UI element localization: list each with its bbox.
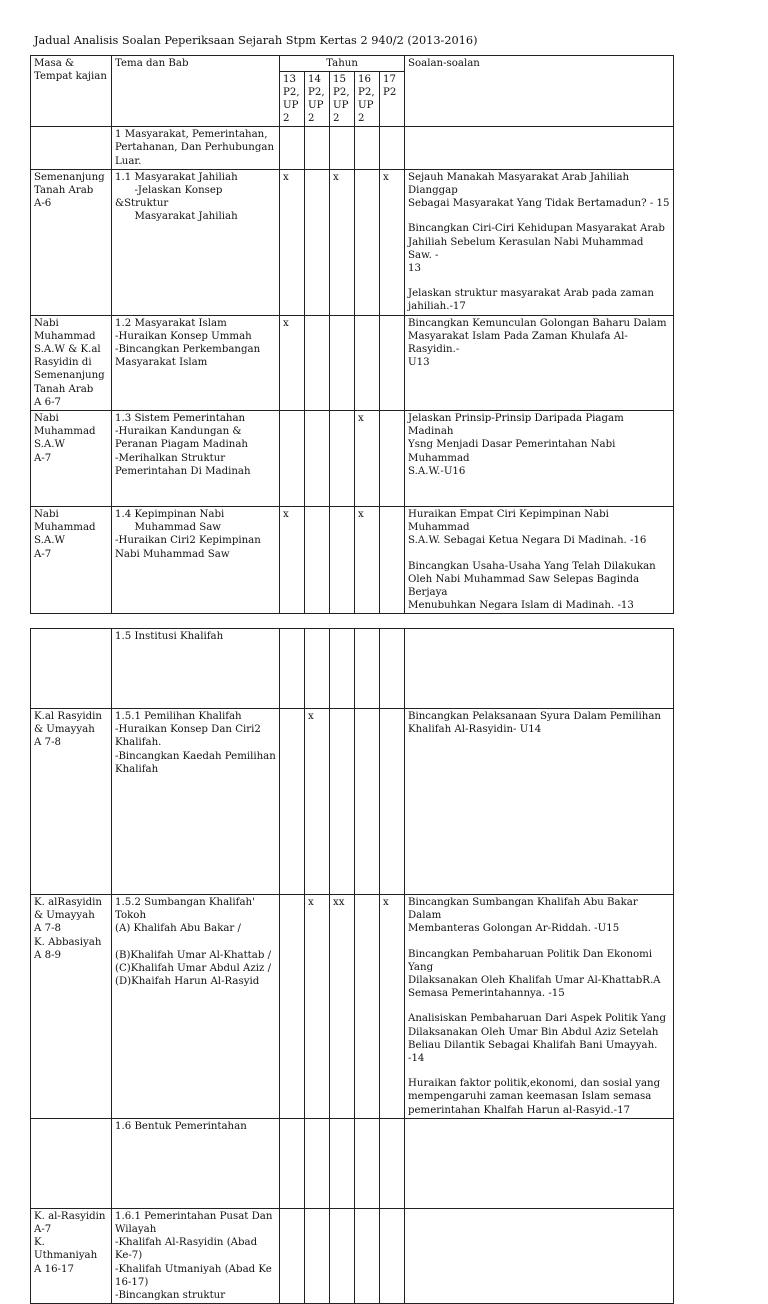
year-mark-cell — [330, 127, 355, 170]
tema-line: -Huraikan Kandungan & — [115, 426, 242, 438]
masa-line: A-7 — [34, 452, 52, 464]
soalan-question — [408, 710, 670, 736]
soalan-line: Masyarakat Islam Pada Zaman Khulafa Al-Rasyidin.- — [408, 330, 628, 356]
header-masa: Masa & Tempat kajian — [31, 56, 112, 127]
tema-cell — [112, 127, 280, 170]
soalan-question — [408, 1012, 670, 1065]
masa-cell — [31, 169, 112, 315]
tema-line: 16-17) — [115, 1276, 149, 1288]
masa-line: Tanah Arab — [34, 185, 94, 197]
year-mark-cell: x — [330, 169, 355, 315]
year-mark-cell — [380, 1118, 405, 1208]
year-mark-cell — [380, 127, 405, 170]
masa-cell — [31, 411, 112, 507]
tema-line: Luar. — [115, 155, 142, 167]
year-mark-cell: x — [305, 709, 330, 895]
masa-line: Semenanjung — [34, 370, 105, 382]
tema-cell — [112, 895, 280, 1119]
year-mark-cell — [305, 169, 330, 315]
tema-line: -Khalifah Utmaniyah (Abad Ke — [115, 1263, 272, 1275]
masa-line: A 7-8 — [34, 737, 62, 749]
table-row — [31, 1118, 674, 1208]
table-row — [31, 629, 674, 709]
masa-line: K.al Rasyidin — [34, 711, 102, 722]
year-mark-cell: xx — [330, 895, 355, 1119]
table-row — [31, 895, 674, 1119]
masa-cell — [31, 629, 112, 709]
soalan-line: Bincangkan Ciri-Ciri Kehidupan Masyarakat Arab — [408, 223, 665, 235]
tema-line: 1.2 Masyarakat Islam — [115, 317, 227, 329]
year-14: 14 P2, UP 2 — [305, 72, 330, 127]
tema-cell — [112, 315, 280, 410]
year-17: 17 P2 — [380, 72, 405, 127]
tema-line: -Jelaskan Konsep &Struktur — [115, 185, 226, 210]
soalan-cell — [405, 1118, 674, 1208]
year-mark-cell — [280, 709, 305, 895]
tema-cell — [112, 709, 280, 895]
year-mark-cell — [280, 411, 305, 507]
year-mark-cell — [330, 709, 355, 895]
year-mark-cell — [280, 895, 305, 1119]
soalan-cell — [405, 127, 674, 170]
tema-line: Tokoh — [115, 910, 147, 922]
header-tahun: Tahun — [280, 56, 405, 72]
tema-line: Peranan Piagam Madinah — [115, 439, 248, 451]
year-mark-cell — [355, 127, 380, 170]
soalan-question — [408, 1077, 670, 1117]
soalan-line: Oleh Nabi Muhammad Saw Selepas Baginda Berjaya — [408, 573, 643, 599]
masa-line: S.A.W & K.al — [34, 344, 101, 356]
tema-cell — [112, 169, 280, 315]
year-mark-cell — [280, 629, 305, 709]
year-mark-cell — [355, 1118, 380, 1208]
year-mark-cell — [380, 629, 405, 709]
year-mark-cell — [355, 629, 380, 709]
tema-line: -Khalifah Al-Rasyidin (Abad — [115, 1237, 258, 1249]
soalan-cell — [405, 411, 674, 507]
soalan-cell — [405, 1208, 674, 1303]
tema-line: Pemerintahan Di Madinah — [115, 465, 251, 477]
masa-cell — [31, 1118, 112, 1208]
tema-line: 1.5 Institusi Khalifah — [115, 631, 224, 642]
soalan-line: Menubuhkan Negara Islam di Madinah. -13 — [408, 600, 634, 612]
soalan-question — [408, 317, 670, 370]
masa-line: Rasyidin di — [34, 357, 92, 369]
soalan-question — [408, 222, 670, 275]
year-16: 16 P2, UP 2 — [355, 72, 380, 127]
soalan-line: Jelaskan struktur masyarakat Arab pada zaman — [408, 288, 654, 300]
year-mark-cell — [280, 127, 305, 170]
masa-line: Nabi — [34, 509, 59, 521]
soalan-line: Dilaksanakan Oleh Khalifah Umar Al-KhattabR.A — [408, 975, 661, 987]
soalan-question — [408, 171, 670, 211]
soalan-line: mempengaruhi zaman keemasan Islam semasa — [408, 1091, 652, 1103]
masa-cell — [31, 127, 112, 170]
year-mark-cell — [355, 709, 380, 895]
tema-line: 1.3 Sistem Pemerintahan — [115, 413, 246, 425]
soalan-cell — [405, 629, 674, 709]
masa-line: A-7 — [34, 1224, 52, 1236]
soalan-cell — [405, 895, 674, 1119]
tema-line: -Merihalkan Struktur — [115, 452, 226, 464]
masa-line: Muhammad — [34, 522, 96, 534]
masa-line: Nabi — [34, 413, 59, 425]
header-row — [31, 56, 674, 72]
tema-line: -Bincangkan Perkembangan — [115, 344, 261, 356]
soalan-line: Khalifah Al-Rasyidin- U14 — [408, 724, 542, 736]
year-mark-cell — [305, 1118, 330, 1208]
tema-line: -Huraikan Ciri2 Kepimpinan — [115, 535, 261, 547]
tema-line: 1.1 Masyarakat Jahiliah — [115, 171, 238, 183]
tema-line: -Bincangkan Kaedah Pemilihan — [115, 750, 276, 762]
tema-line: (B)Khalifah Umar Al-Khattab / — [115, 949, 272, 961]
soalan-line: Membanteras Golongan Ar-Riddah. -U15 — [408, 923, 620, 935]
masa-line: A-7 — [34, 548, 52, 560]
year-mark-cell — [305, 315, 330, 410]
year-mark-cell — [380, 507, 405, 614]
year-mark-cell — [305, 411, 330, 507]
year-mark-cell: x — [380, 895, 405, 1119]
tema-cell — [112, 507, 280, 614]
soalan-line: Huraikan Empat Ciri Kepimpinan Nabi Muhammad — [408, 509, 613, 534]
tema-line: 1.5.2 Sumbangan Khalifah' — [115, 897, 255, 908]
masa-line: & Umayyah — [34, 910, 95, 922]
soalan-line: Bincangkan Pembaharuan Politik Dan Ekonomi Yang — [408, 948, 656, 973]
year-mark-cell: x — [380, 169, 405, 315]
tema-line: Muhammad Saw — [115, 522, 221, 534]
soalan-cell — [405, 315, 674, 410]
tema-line: Pertahanan, Dan Perhubungan — [115, 142, 275, 154]
soalan-line: pemerintahan Khalfah Harun al-Rasyid.-17 — [408, 1104, 631, 1116]
masa-line: S.A.W — [34, 535, 65, 547]
tema-cell — [112, 629, 280, 709]
masa-line: & Umayyah — [34, 724, 95, 736]
soalan-line: 13 — [408, 263, 421, 275]
table-row — [31, 1208, 674, 1303]
masa-line: A 16-17 — [34, 1263, 74, 1275]
soalan-line: jahiliah.-17 — [408, 301, 466, 313]
year-mark-cell: x — [280, 507, 305, 614]
tema-line: -Bincangkan struktur — [115, 1290, 226, 1302]
soalan-question — [408, 896, 670, 936]
analysis-table-part-2 — [30, 628, 674, 1304]
soalan-question — [408, 412, 670, 478]
soalan-line: S.A.W.-U16 — [408, 465, 466, 477]
year-mark-cell — [380, 709, 405, 895]
tema-line: 1.4 Kepimpinan Nabi — [115, 509, 225, 521]
year-mark-cell — [355, 1208, 380, 1303]
masa-cell — [31, 895, 112, 1119]
year-mark-cell — [330, 629, 355, 709]
year-mark-cell — [380, 1208, 405, 1303]
soalan-line: Bincangkan Pelaksanaan Syura Dalam Pemilihan — [408, 711, 661, 722]
tema-line: Masyarakat Islam — [115, 357, 208, 369]
analysis-table-part-1 — [30, 55, 674, 614]
masa-line: Nabi — [34, 317, 59, 329]
year-mark-cell — [330, 1118, 355, 1208]
soalan-cell — [405, 709, 674, 895]
soalan-line: Huraikan faktor politik,ekonomi, dan sosial yang — [408, 1078, 661, 1090]
soalan-question — [408, 508, 670, 548]
tema-line: (C)Khalifah Umar Abdul Aziz / — [115, 962, 272, 974]
tema-line: 1.5.1 Pemilihan Khalifah — [115, 711, 242, 722]
tema-line: Ke-7) — [115, 1250, 143, 1262]
year-mark-cell — [305, 629, 330, 709]
tema-cell — [112, 1118, 280, 1208]
soalan-line: Bincangkan Sumbangan Khalifah Abu Bakar Dalam — [408, 897, 641, 922]
year-mark-cell — [305, 127, 330, 170]
year-13: 13 P2, UP 2 — [280, 72, 305, 127]
year-mark-cell — [355, 315, 380, 410]
table-row — [31, 507, 674, 614]
tema-line: Khalifah. — [115, 737, 162, 749]
year-mark-cell — [305, 507, 330, 614]
tema-line: -Huraikan Konsep Ummah — [115, 330, 252, 342]
masa-cell — [31, 1208, 112, 1303]
soalan-cell — [405, 169, 674, 315]
soalan-question — [408, 560, 670, 613]
soalan-line: Jahiliah Sebelum Kerasulan Nabi Muhammad Saw. - — [408, 236, 647, 261]
masa-line: S.A.W — [34, 439, 65, 451]
year-mark-cell — [330, 411, 355, 507]
soalan-line: Dilaksanakan Oleh Umar Bin Abdul Aziz Setelah — [408, 1026, 659, 1038]
year-mark-cell: x — [280, 169, 305, 315]
soalan-line: Bincangkan Kemunculan Golongan Baharu Dalam — [408, 317, 667, 329]
year-mark-cell: x — [355, 507, 380, 614]
masa-line: K. al-Rasyidin — [34, 1210, 106, 1222]
tema-line: Nabi Muhammad Saw — [115, 548, 230, 560]
year-mark-cell: x — [305, 895, 330, 1119]
masa-line: Muhammad — [34, 330, 96, 342]
year-mark-cell — [280, 1118, 305, 1208]
header-tema: Tema dan Bab — [112, 56, 280, 127]
soalan-line: Jelaskan Prinsip-Prinsip Daripada Piagam Madinah — [408, 413, 628, 438]
tema-line: 1 Masyarakat, Pemerintahan, — [115, 129, 268, 141]
masa-line: A 8-9 — [34, 949, 62, 961]
year-mark-cell — [330, 1208, 355, 1303]
tema-line: 1.6.1 Pemerintahan Pusat Dan — [115, 1210, 273, 1222]
masa-line: Semenanjung — [34, 171, 105, 183]
soalan-line: Sejauh Manakah Masyarakat Arab Jahiliah Dianggap — [408, 171, 633, 197]
document-title: Jadual Analisis Soalan Peperiksaan Sejarah Stpm Kertas 2 940/2 (2013-2016) — [34, 34, 478, 47]
masa-line: A 6-7 — [34, 396, 62, 408]
year-mark-cell — [330, 315, 355, 410]
year-15: 15 P2, UP 2 — [330, 72, 355, 127]
soalan-cell — [405, 507, 674, 614]
table-row — [31, 127, 674, 170]
soalan-line: Ysng Menjadi Dasar Pemerintahan Nabi Muhammad — [408, 439, 619, 464]
tema-line: Masyarakat Jahiliah — [115, 211, 238, 223]
soalan-question — [408, 287, 670, 313]
soalan-line: Sebagai Masyarakat Yang Tidak Bertamadun? - 15 — [408, 198, 670, 210]
soalan-line: Semasa Pemerintahannya. -15 — [408, 988, 565, 1000]
year-mark-cell — [330, 507, 355, 614]
soalan-line: S.A.W. Sebagai Ketua Negara Di Madinah. -16 — [408, 535, 647, 547]
masa-cell — [31, 315, 112, 410]
table-row — [31, 169, 674, 315]
tema-line: (A) Khalifah Abu Bakar / — [115, 923, 241, 935]
year-mark-cell: x — [280, 315, 305, 410]
tema-line: -Huraikan Konsep Dan Ciri2 — [115, 724, 261, 736]
year-mark-cell — [380, 411, 405, 507]
masa-line: K. Abbasiyah — [34, 936, 102, 948]
tema-cell — [112, 411, 280, 507]
year-mark-cell — [380, 315, 405, 410]
tema-line: 1.6 Bentuk Pemerintahan — [115, 1120, 247, 1132]
tema-line: Wilayah — [115, 1224, 157, 1236]
tema-line: (D)Khaifah Harun Al-Rasyid — [115, 976, 260, 988]
table-row — [31, 709, 674, 895]
masa-line: K. Uthmaniyah — [34, 1237, 98, 1262]
table-row — [31, 315, 674, 410]
year-mark-cell — [355, 895, 380, 1119]
header-soalan: Soalan-soalan — [405, 56, 674, 127]
year-mark-cell — [355, 169, 380, 315]
year-mark-cell — [305, 1208, 330, 1303]
soalan-line: U13 — [408, 357, 430, 369]
masa-line: Muhammad — [34, 426, 96, 438]
tema-line: Khalifah — [115, 763, 159, 775]
soalan-line: Beliau Dilantik Sebagai Khalifah Bani Umayyah. -14 — [408, 1039, 661, 1065]
masa-line: Tanah Arab — [34, 383, 94, 395]
table-row — [31, 411, 674, 507]
soalan-line: Bincangkan Usaha-Usaha Yang Telah Dilakukan — [408, 560, 656, 572]
soalan-line: Analisiskan Pembaharuan Dari Aspek Politik Yang — [408, 1013, 666, 1025]
soalan-question — [408, 948, 670, 1001]
masa-line: K. alRasyidin — [34, 897, 102, 908]
masa-line: A 7-8 — [34, 923, 62, 935]
masa-cell — [31, 709, 112, 895]
tema-line — [115, 936, 276, 949]
tema-cell — [112, 1208, 280, 1303]
year-mark-cell — [280, 1208, 305, 1303]
masa-cell — [31, 507, 112, 614]
year-mark-cell: x — [355, 411, 380, 507]
masa-line: A-6 — [34, 198, 52, 210]
